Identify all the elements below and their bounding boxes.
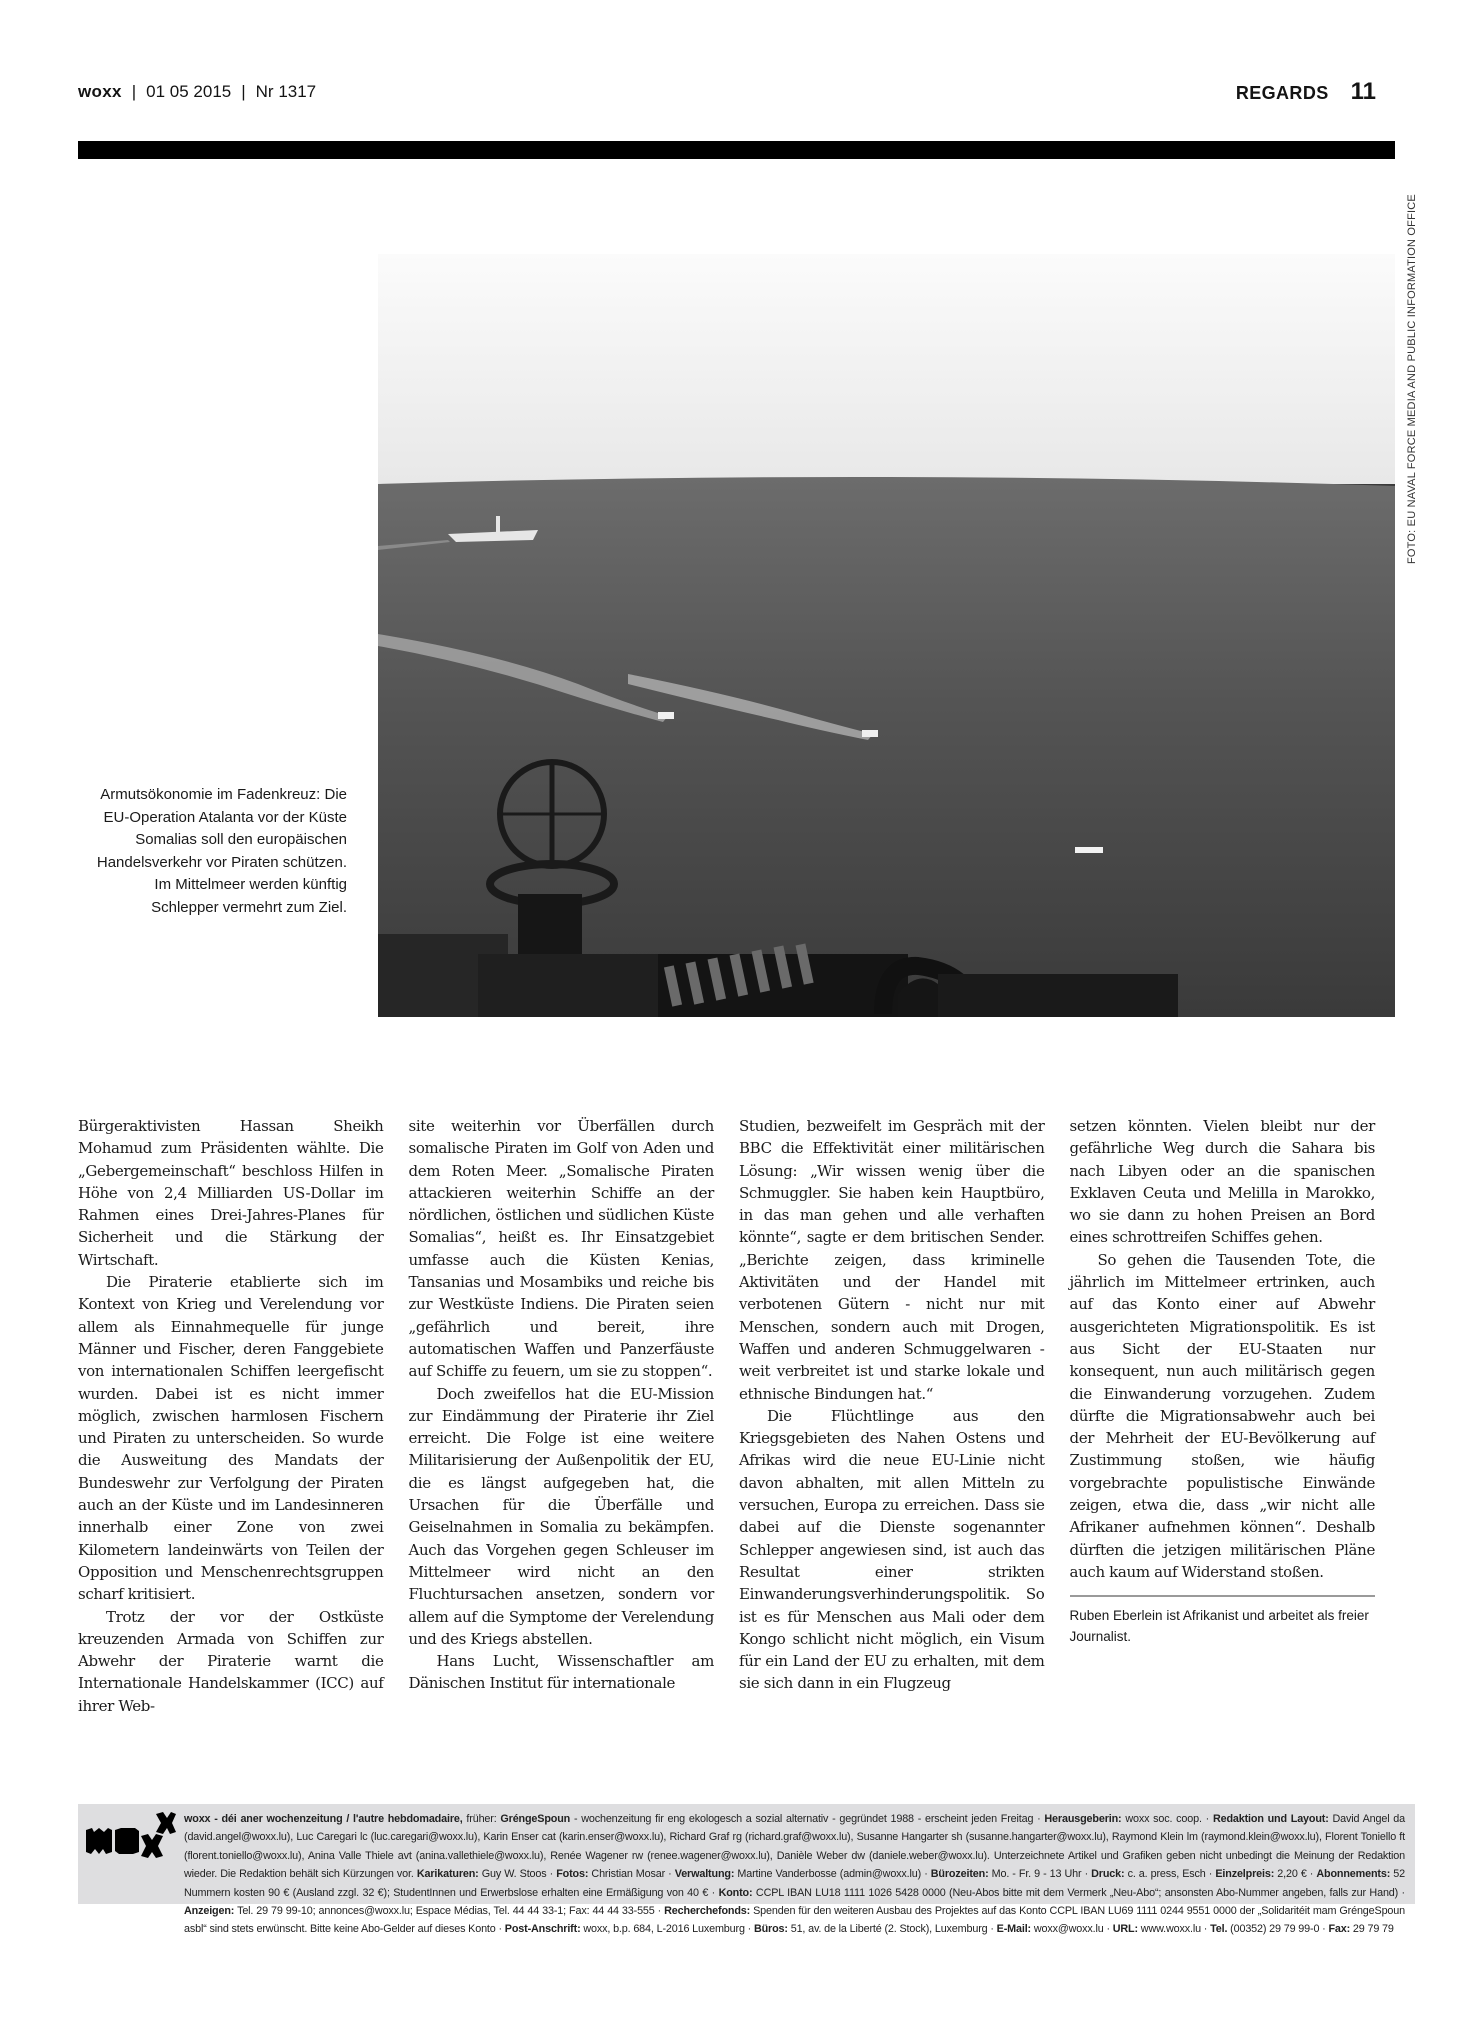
imprint-label: Karikaturen: [416,1868,479,1881]
paragraph: setzen könnten. Vielen bleibt nur der gefährliche Weg durch die Sahara bis nach Libyen oder an die spanischen Exklaven Ceuta und Melilla in Marokko, wo sie dann zu hohen Preisen an Bord eines schrottreifen Schiffes gehen. [1069,1117,1375,1247]
imprint-value: David Angel da (david.angel@woxx.lu), Luc Caregari lc (luc.caregari@woxx.lu), Karin Enser cat (karin.enser@woxx.lu), Richard Graf rg (richard.graf@woxx.lu), Susanne Hangarter sh (susanne.hangarter@woxx.lu), Raymond Klein lm (raymond.klein@woxx.lu), Florent Toniello ft (florent.toniello@woxx.lu), Anina Valle Thiele avt (anina.vallethiele@woxx.lu), Renée Wagener rw (renee.wagener@woxx.lu), Danièle Weber dw (daniele.weber@woxx.lu). Unterzeichnete Artikel und Grafiken geben nicht unbedingt die Meinung der Redaktion wieder. Die Redaktion behält sich Kürzungen vor. [184,1813,1405,1881]
article-column-2 [409,1115,715,1717]
imprint-value: c. a. press, Esch · [1124,1868,1216,1881]
photo-credit [1404,194,1424,564]
imprint-value: www.woxx.lu · [1137,1923,1211,1936]
imprint-value: Martine Vanderbosse (admin@woxx.lu) · [734,1868,931,1881]
imprint-value: früher: [462,1813,501,1825]
paragraph: site weiterhin vor Überfällen durch somalische Piraten im Golf von Aden und dem Roten Meer. „Somalische Piraten attackieren weiterhin Schiffe an der nördlichen, östlichen und südlichen Küste Somalias“, heißt es. Ihr Einsatzgebiet umfasse auch die Küsten Kenias, Tansanias und Mosambiks und reiche bis zur Westküste Indiens. Die Piraten seien „gefährlich und bereit, ihre automatischen Waffen und Panzerfäuste auf Schiffe zu feuern, um sie zu stoppen“. [408,1117,714,1381]
paragraph: Die Flüchtlinge aus den Kriegsgebieten des Nahen Ostens und Afrikas wird die neue EU-Linie nicht davon abhalten, mit allen Mitteln zu versuchen, Europa zu erreichen. Dass sie dabei auf die Dienste sogenannter Schlepper angewiesen sind, ist auch das Resultat einer strikten Einwanderungsverhinderungspolitik. So ist es für Menschen aus Mali oder dem Kongo schlicht nicht möglich, ein Visum für ein Land der EU zu erhalten, mit dem sie sich dann in ein Flugzeug [739,1406,1045,1693]
imprint-label: Tel. [1210,1923,1228,1936]
imprint-label: Recherchefonds: [664,1905,751,1918]
photo-credit-text: FOTO: EU NAVAL FORCE MEDIA AND PUBLIC INFORMATION OFFICE [1406,194,1418,564]
header-rule [78,141,1395,159]
imprint-label: Post-Anschrift: [504,1923,581,1936]
article-column-3 [739,1115,1045,1717]
imprint-value: 52 Nummern kosten 90 € (Ausland zzgl. 32 €); StudentInnen und Erwerbslose erhalten eine Ermäßigung von 40 € · [184,1868,1405,1899]
imprint-label: woxx - déi aner wochenzeitung / l'autre hebdomadaire, [184,1813,463,1825]
paragraph: Doch zweifellos hat die EU-Mission zur Eindämmung der Piraterie ihr Ziel erreicht. Die Folge ist eine weitere Militarisierung der Außenpolitik der EU, die es längst aufgegeben hat, die Ursachen für die Überfälle und Geiselnahmen in Somalia zu bekämpfen. Auch das Vorgehen gegen Schleuser im Mittelmeer wird nicht an den Fluchtursachen ansetzen, sondern vor allem auf die Symptome der Verelendung und des Kriegs abstellen. [408,1384,714,1648]
woxx-logo-icon [86,1812,176,1858]
article-photo [378,254,1395,1017]
imprint-label: Fotos: [556,1868,589,1881]
header-separator: | [131,82,137,101]
article-column-4 [1070,1115,1376,1717]
imprint-value: CCPL IBAN LU18 1111 1026 5428 0000 (Neu-Abos bitte mit dem Vermerk „Neu-Abo“; ansonsten Abo-Nummer angeben, falls zur Hand) · [752,1886,1406,1899]
photo-illustration [378,254,1395,1017]
page-header-left [78,82,316,102]
imprint-label: Anzeigen: [184,1905,235,1918]
paragraph: Trotz der vor der Ostküste kreuzenden Armada von Schiffen zur Abwehr der Piraterie warnt die Internationale Handelskammer (ICC) auf ihrer Web- [78,1607,384,1715]
imprint-value: woxx, b.p. 684, L-2016 Luxemburg · [580,1923,754,1936]
imprint-text [88,1810,1405,1939]
imprint-value: woxx@woxx.lu · [1031,1923,1113,1936]
imprint-label: URL: [1112,1923,1138,1936]
masthead-brand: woxx [78,82,122,101]
author-bio: Ruben Eberlein ist Afrikanist und arbeitet als freier Journalist. [1069,1608,1369,1645]
imprint-label: Büros: [753,1923,788,1936]
imprint-value: 29 79 79 [1350,1923,1394,1936]
paragraph: So gehen die Tausenden Tote, die jährlich im Mittelmeer ertrinken, auch auf das Konto einer auf Abwehr ausgerichteten Migrationspolitik. Es ist aus Sicht der EU-Staaten nur konsequent, nun auch militärisch gegen die Einwanderung vorzugehen. Zudem dürfte die Migrationsabwehr auch bei der Mehrheit der EU-Bevölkerung auf Zustimmung stoßen, wie häufig vorgebrachte populistische Einwände zeigen, etwa die, dass „wir nicht alle Afrikaner aufnehmen können“. Deshalb dürften die jetzigen militärischen Pläne auch kaum auf Widerstand stoßen. [1069,1250,1375,1581]
imprint-value: Guy W. Stoos · [478,1868,557,1881]
imprint-value: woxx soc. coop. · [1121,1813,1213,1825]
imprint-label: Einzelpreis: [1215,1868,1275,1881]
header-separator: | [241,82,246,101]
article-column-1 [78,1115,384,1717]
issue-number: Nr 1317 [255,82,317,101]
imprint-value: Tel. 29 79 99-10; annonces@woxx.lu; Espace Médias, Tel. 44 44 33-1; Fax: 44 44 33-555 · [234,1905,665,1918]
paragraph: Die Piraterie etablierte sich im Kontext von Krieg und Verelendung vor allem als Einnahmequelle für junge Männer und Fischer, deren Fanggebiete von internationalen Schiffen leergefischt wurden. Dabei ist es nicht immer möglich, zwischen harmlosen Fischern und Piraten zu unterscheiden. So wurde die Ausweitung des Mandats der Bundeswehr zur Verfolgung der Piraten auch an der Küste und im Landesinneren innerhalb einer Zone von zwei Kilometern landeinwärts von Teilen der Opposition und Menschenrechtsgruppen scharf kritisiert. [78,1273,384,1604]
paragraph: Studien, bezweifelt im Gespräch mit der BBC die Effektivität einer militärischen Lösung: „Wir wissen wenig über die Schmuggler. Sie haben kein Hauptbüro, in das man gehen und alle verhaften könnte“, sagte er dem britischen Sender. „Berichte zeigen, dass kriminelle Aktivitäten und der Handel mit verbotenen Gütern - nicht nur mit Menschen, sondern auch mit Drogen, Waffen und anderen Schmuggelwaren - weit verbreitet ist und starke lokale und ethnische Bindungen hat.“ [739,1117,1045,1403]
imprint-label: Verwaltung: [674,1868,735,1881]
imprint-label: GréngeSpoun [500,1813,571,1825]
imprint-label: Herausgeberin: [1044,1813,1122,1825]
photo-caption: Armutsökonomie im Fadenkreuz: Die EU-Operation Atalanta vor der Küste Somalias soll den europäischen Handelsverkehr vor Piraten schützen. Im Mittelmeer werden künftig Schlepper vermehrt zum Ziel. [96,786,347,916]
imprint-value: 2,20 € · [1274,1868,1317,1881]
author-bio-divider [1070,1595,1376,1597]
imprint-label: E-Mail: [996,1923,1031,1936]
imprint-box [78,1804,1415,1936]
paragraph: Hans Lucht, Wissenschaftler am Dänischen Institut für internationale [408,1652,714,1693]
imprint-value: Mo. - Fr. 9 - 13 Uhr · [988,1868,1092,1881]
imprint-label: Konto: [718,1886,753,1899]
paragraph: Bürgeraktivisten Hassan Sheikh Mohamud zum Präsidenten wählte. Die „Gebergemeinschaft“ beschloss Hilfen in Höhe von 2,4 Milliarden US-Dollar im Rahmen eines Drei-Jahres-Planes für Sicherheit und die Stärkung der Wirtschaft. [78,1117,384,1269]
page-number: 11 [1350,78,1376,105]
imprint-value: Christian Mosar · [588,1868,675,1881]
imprint-value: (00352) 29 79 99-0 · [1227,1923,1329,1936]
imprint-label: Abonnements: [1316,1868,1391,1881]
imprint-label: Druck: [1091,1868,1125,1881]
imprint-value: 51, av. de la Liberté (2. Stock), Luxemburg · [787,1923,997,1936]
imprint-label: Bürozeiten: [930,1868,989,1881]
imprint-label: Fax: [1328,1923,1351,1936]
section-title: REGARDS [1235,83,1329,103]
article-body [78,1115,1375,1717]
page-header-right [1236,78,1376,106]
imprint-value: Spenden für den weiteren Ausbau des Projektes auf das Konto CCPL IBAN LU69 1111 0244 9551 0000 der „Solidaritéit mam GréngeSpoun asbl“ sind stets erwünscht. Bitte keine Abo-Gelder auf dieses Konto · [184,1905,1405,1936]
issue-date: 01 05 2015 [146,82,232,101]
imprint-label: Redaktion und Layout: [1212,1813,1329,1825]
imprint-value: - wochenzeitung fir eng ekologesch a sozial alternativ - gegründet 1988 - erscheint jeden Freitag · [570,1813,1045,1825]
